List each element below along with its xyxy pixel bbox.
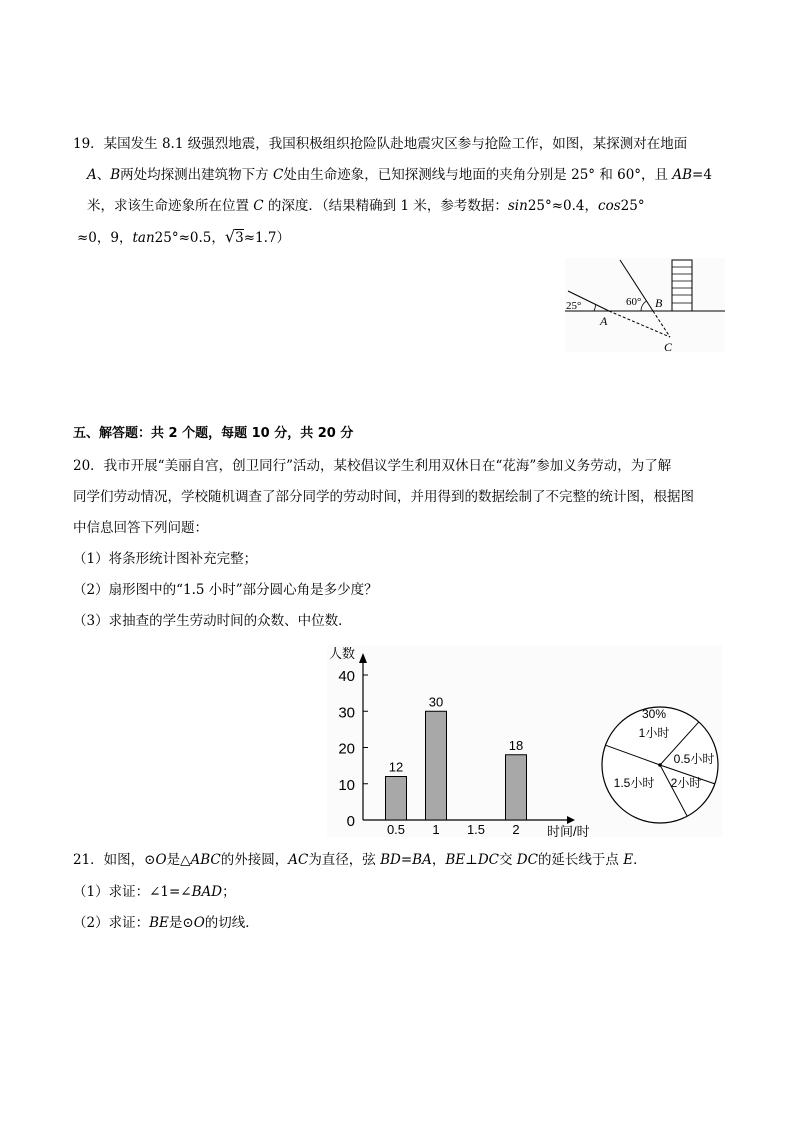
q20-sub-2: （2）扇形图中的“1.5 小时”部分圆心角是多少度？: [73, 582, 378, 598]
segment-ab: AB: [672, 167, 693, 183]
q21-sub-1: [73, 883, 236, 901]
text: 交: [498, 852, 517, 868]
q19-figure: [560, 255, 730, 357]
x-axis-label: 时间/时: [547, 824, 590, 837]
x-tick-label: 0.5: [386, 822, 406, 837]
bar: [506, 755, 527, 820]
text: =: [400, 852, 413, 868]
text: ≈0，9，: [77, 230, 133, 246]
q19-line-1: 19．某国发生 8.1 级强烈地震，我国积极组织抢险队赴地震灾区参与抢险工作，如图，某探测对在地面: [73, 136, 688, 152]
sqrt-radicand: 3: [235, 230, 244, 246]
text: 的外接圆，: [220, 852, 289, 868]
text: 的延长线于点: [537, 852, 624, 868]
segment-dc: DC: [477, 852, 499, 868]
point-a: A: [87, 167, 97, 183]
text: 25°≈0.5，: [154, 230, 225, 246]
segment-be: BE: [149, 915, 169, 931]
q19-line-3: [87, 197, 645, 215]
y-tick-label: 0: [346, 813, 355, 830]
point-b: B: [110, 167, 121, 183]
text: 两处均探测出建筑物下方: [120, 167, 273, 183]
q19-line-4: [77, 228, 290, 247]
angle-25-label: 25°: [566, 300, 582, 312]
x-tick-label: 1.5: [466, 822, 486, 837]
text: 是⊙: [168, 915, 194, 931]
text: （1）求证：∠1=∠: [73, 884, 192, 900]
text: 米，求该生命迹象所在位置: [87, 198, 254, 214]
text: ．: [633, 852, 647, 868]
text: 的切线．: [204, 915, 259, 931]
segment-ba: BA: [412, 852, 432, 868]
q19-line-2: [87, 166, 712, 184]
text: 、: [96, 167, 111, 183]
circle-o: O: [155, 852, 167, 868]
sqrt-symbol: √: [224, 227, 236, 246]
y-tick-label: 40: [338, 668, 355, 685]
pie-slice-label: 2小时: [670, 776, 702, 790]
bar-value-label: 18: [508, 737, 524, 753]
text: 为直径，弦: [308, 852, 381, 868]
tan-func: tan: [132, 230, 155, 246]
q20-sub-3: （3）求抽查的学生劳动时间的众数、中位数．: [73, 613, 352, 629]
text: 25°≈0.4，: [527, 198, 599, 214]
angle-60-label: 60°: [626, 296, 642, 308]
q20-line-1: 20．我市开展“美丽自宫，创卫同行”活动，某校倡议学生利用双休日在“花海”参加义务劳动，为了解: [73, 458, 672, 474]
q21-sub-2: [73, 914, 259, 932]
pie-slice-label: 1.5小时: [613, 776, 655, 790]
segment-dc: DC: [516, 852, 538, 868]
y-axis-label: 人数: [329, 646, 356, 661]
pie-layer: [602, 707, 718, 823]
q20-line-2: 同学们劳动情况，学校随机调查了部分同学的劳动时间，并用得到的数据绘制了不完整的统计图，根据图: [73, 489, 694, 505]
segment-ac: AC: [288, 852, 309, 868]
pie-slice-label: 0.5小时: [673, 752, 715, 766]
section-5-heading: 五、解答题：共 2 个题，每题 10 分，共 20 分: [73, 426, 354, 441]
x-tick-label: 2: [512, 822, 520, 837]
building: [672, 260, 692, 311]
text: ⊥: [465, 852, 478, 868]
text: ，: [431, 852, 446, 868]
segment-be: BE: [445, 852, 466, 868]
bar: [386, 777, 407, 821]
figure-background: [565, 258, 725, 352]
angle-bad: BAD: [191, 884, 223, 900]
text: 25°: [620, 198, 645, 214]
text: 处由生命迹象，已知探测线与地面的夹角分别是 25° 和 60°，且: [283, 167, 673, 183]
text: 是△: [166, 852, 191, 868]
point-c: C: [272, 167, 284, 183]
cos-func: cos: [598, 198, 621, 214]
sin-func: sin: [507, 198, 528, 214]
text: ≈1.7）: [243, 230, 290, 246]
text: 的深度．（结果精确到 1 米，参考数据：: [263, 198, 508, 214]
text: =4: [692, 167, 712, 183]
label-b: B: [655, 296, 663, 310]
label-a: A: [600, 314, 608, 328]
circle-o: O: [193, 915, 205, 931]
y-tick-label: 30: [338, 704, 355, 722]
bar: [426, 711, 447, 820]
y-tick-label: 20: [338, 740, 355, 758]
pie-slice-label: 1小时: [638, 726, 670, 740]
segment-bd: BD: [380, 852, 401, 868]
text: ；: [222, 884, 236, 900]
bar-value-label: 12: [388, 759, 404, 775]
x-tick-label: 1: [432, 822, 440, 837]
y-tick-label: 10: [338, 776, 355, 794]
bar-chart: [327, 645, 722, 837]
pie-center: [658, 763, 662, 767]
text: （2）求证：: [73, 915, 150, 931]
triangle-abc: ABC: [190, 852, 221, 868]
pie-percent-label: 30%: [641, 707, 667, 721]
label-c: C: [664, 340, 673, 354]
text: 21．如图，⊙: [73, 852, 156, 868]
q20-sub-1: （1）将条形统计图补充完整；: [73, 551, 258, 567]
q21-line-1: [73, 851, 647, 869]
bar-value-label: 30: [428, 694, 444, 710]
point-c: C: [253, 198, 264, 214]
point-e: E: [623, 852, 634, 868]
q20-line-3: 中信息回答下列问题：: [73, 520, 208, 536]
